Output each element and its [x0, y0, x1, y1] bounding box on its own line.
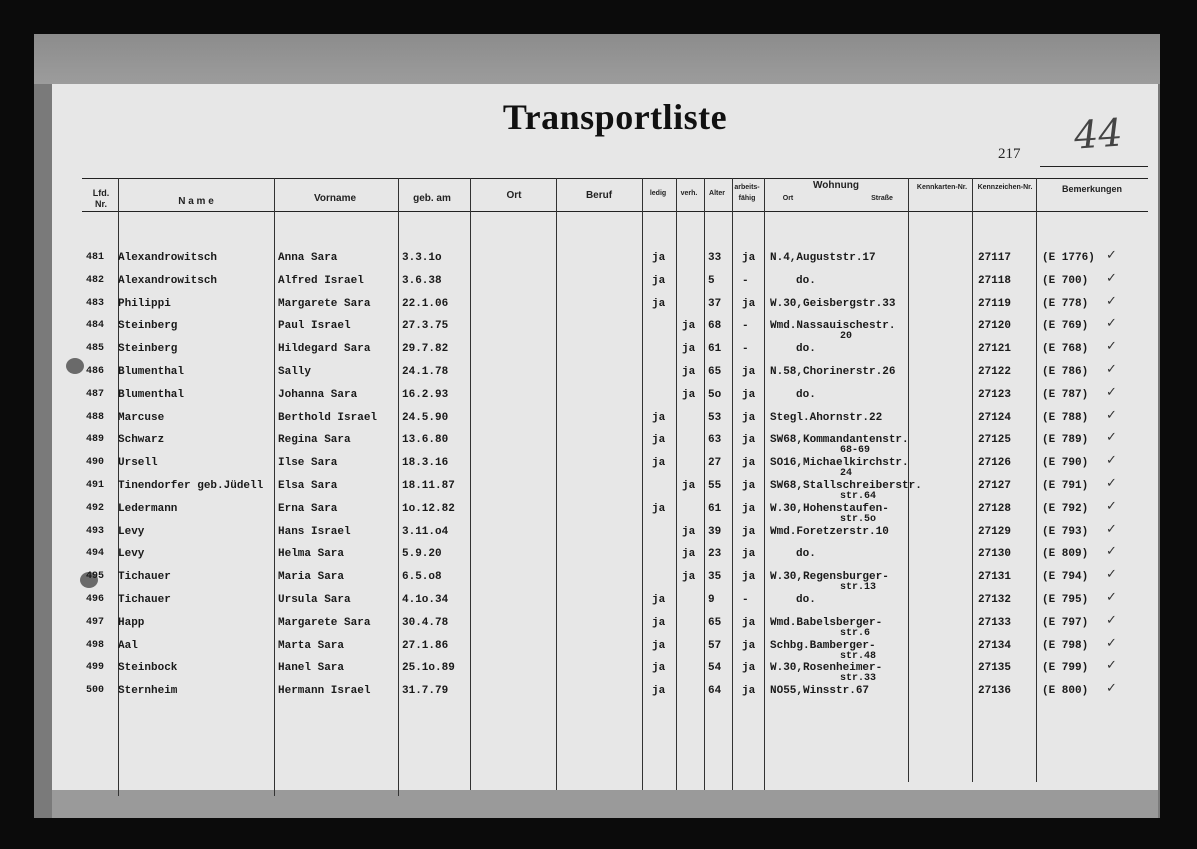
row-lfd-nr: 483 [86, 297, 105, 309]
row-alter: 54 [708, 662, 722, 675]
row-ledig: ja [652, 274, 666, 287]
row-kennzeichen: 27132 [978, 594, 1012, 606]
checkmark-icon: ✓ [1106, 612, 1117, 628]
table-top-rule [82, 178, 1148, 179]
row-wohnung-line2: str.48 [840, 650, 877, 662]
column-rule [274, 178, 275, 796]
row-wohnung: NO55,Winsstr.67 [770, 685, 870, 698]
row-wohnung: do. [796, 274, 816, 287]
row-alter: 64 [708, 685, 722, 698]
row-arbeitsfaehig: ja [742, 297, 756, 310]
row-ledig: ja [652, 616, 666, 629]
row-bemerkungen: (E 790) [1042, 457, 1089, 470]
row-arbeitsfaehig: - [742, 343, 749, 356]
row-kennzeichen: 27125 [978, 434, 1012, 447]
row-alter: 9 [708, 594, 715, 606]
row-geb-am: 24.1.78 [402, 366, 449, 378]
row-lfd-nr: 489 [86, 434, 105, 446]
row-name: Steinberg [118, 320, 178, 333]
checkmark-icon: ✓ [1106, 658, 1117, 674]
header-wohnung-strasse: Straße [871, 195, 893, 202]
row-lfd-nr: 481 [86, 252, 105, 263]
row-wohnung: W.30,Regensburger- [770, 571, 889, 584]
row-ledig: ja [652, 297, 666, 310]
row-bemerkungen: (E 809) [1042, 548, 1089, 561]
row-name: Tichauer [118, 594, 171, 606]
checkmark-icon: ✓ [1106, 544, 1117, 560]
checkmark-icon: ✓ [1106, 521, 1117, 537]
row-alter: 65 [708, 616, 722, 629]
row-wohnung-line2: str.13 [840, 582, 877, 594]
row-alter: 23 [708, 548, 722, 561]
row-bemerkungen: (E 795) [1042, 594, 1089, 606]
row-name: Marcuse [118, 411, 165, 424]
page-number-rule [1040, 166, 1148, 167]
row-ledig: ja [652, 411, 666, 424]
row-geb-am: 3.3.1o [402, 252, 442, 264]
row-vorname: Anna Sara [278, 252, 338, 264]
row-arbeitsfaehig: ja [742, 411, 756, 424]
row-ledig: ja [652, 457, 666, 470]
row-vorname: Hermann Israel [278, 685, 371, 698]
row-kennzeichen: 27127 [978, 480, 1012, 492]
column-rule [1036, 178, 1037, 782]
row-geb-am: 27.1.86 [402, 639, 449, 652]
row-alter: 53 [708, 411, 722, 424]
row-wohnung: do. [796, 594, 816, 606]
row-arbeitsfaehig: ja [742, 366, 756, 378]
row-vorname: Helma Sara [278, 548, 345, 561]
row-bemerkungen: (E 791) [1042, 480, 1089, 492]
checkmark-icon: ✓ [1106, 339, 1117, 355]
row-alter: 55 [708, 480, 722, 492]
row-vorname: Paul Israel [278, 320, 351, 333]
row-alter: 68 [708, 320, 722, 333]
row-name: Levy [118, 525, 145, 538]
header-kennkarten: Kennkarten-Nr. [916, 184, 968, 191]
row-bemerkungen: (E 787) [1042, 388, 1089, 401]
row-arbeitsfaehig: ja [742, 662, 756, 675]
row-verh: ja [682, 388, 696, 401]
checkmark-icon: ✓ [1106, 248, 1117, 263]
row-name: Tichauer [118, 571, 171, 584]
row-kennzeichen: 27130 [978, 548, 1012, 561]
row-vorname: Margarete Sara [278, 616, 371, 629]
row-bemerkungen: (E 769) [1042, 320, 1089, 333]
row-name: Ledermann [118, 502, 178, 515]
header-verh: verh. [680, 190, 698, 197]
row-alter: 33 [708, 252, 722, 264]
row-name: Alexandrowitsch [118, 252, 218, 264]
document-title: Transportliste [502, 97, 728, 137]
row-kennzeichen: 27121 [978, 343, 1012, 356]
row-verh: ja [682, 366, 696, 378]
checkmark-icon: ✓ [1106, 384, 1117, 400]
row-kennzeichen: 27136 [978, 685, 1012, 698]
checkmark-icon: ✓ [1106, 453, 1117, 469]
row-alter: 61 [708, 502, 722, 515]
row-geb-am: 24.5.90 [402, 411, 449, 424]
row-geb-am: 3.6.38 [402, 274, 442, 287]
row-geb-am: 18.11.87 [402, 480, 455, 492]
row-vorname: Margarete Sara [278, 297, 371, 310]
row-lfd-nr: 499 [86, 662, 105, 674]
row-lfd-nr: 500 [86, 685, 105, 697]
row-name: Sternheim [118, 685, 178, 698]
header-ort: Ort [506, 190, 522, 201]
row-arbeitsfaehig: - [742, 274, 749, 287]
header-geb-am: geb. am [413, 193, 451, 204]
row-vorname: Berthold Israel [278, 411, 378, 424]
punch-hole [66, 358, 84, 374]
column-rule [556, 178, 557, 790]
row-bemerkungen: (E 798) [1042, 639, 1089, 652]
row-wohnung-line2: 24 [840, 468, 853, 480]
row-wohnung: SW68,Kommandantenstr. [770, 434, 909, 447]
row-name: Aal [118, 639, 138, 652]
row-arbeitsfaehig: - [742, 320, 749, 333]
row-wohnung-line2: str.6 [840, 627, 871, 639]
row-arbeitsfaehig: - [742, 594, 749, 606]
page-number: 217 [998, 146, 1021, 162]
row-arbeitsfaehig: ja [742, 548, 756, 561]
row-name: Steinbock [118, 662, 178, 675]
row-verh: ja [682, 320, 696, 333]
row-verh: ja [682, 343, 696, 356]
row-verh: ja [682, 548, 696, 561]
row-vorname: Alfred Israel [278, 274, 364, 287]
row-vorname: Regina Sara [278, 434, 351, 447]
row-bemerkungen: (E 1776) [1042, 252, 1095, 264]
row-geb-am: 27.3.75 [402, 320, 449, 333]
row-bemerkungen: (E 778) [1042, 297, 1089, 310]
row-ledig: ja [652, 502, 666, 515]
row-alter: 5 [708, 274, 715, 287]
row-kennzeichen: 27129 [978, 525, 1012, 538]
row-name: Ursell [118, 457, 158, 470]
row-kennzeichen: 27122 [978, 366, 1012, 378]
row-arbeitsfaehig: ja [742, 502, 756, 515]
row-arbeitsfaehig: ja [742, 388, 756, 401]
row-lfd-nr: 486 [86, 366, 105, 377]
row-lfd-nr: 496 [86, 594, 105, 605]
row-lfd-nr: 490 [86, 457, 105, 469]
row-wohnung: N.58,Chorinerstr.26 [770, 366, 896, 378]
column-rule [704, 178, 705, 790]
row-verh: ja [682, 571, 696, 584]
column-rule [676, 178, 677, 790]
row-name: Schwarz [118, 434, 165, 447]
row-geb-am: 3.11.o4 [402, 525, 449, 538]
plate-top-strip [34, 34, 1160, 84]
header-lfd-nr: Lfd. Nr. [92, 188, 110, 209]
row-name: Steinberg [118, 343, 178, 356]
row-wohnung-line2: str.5o [840, 513, 877, 525]
row-bemerkungen: (E 768) [1042, 343, 1089, 356]
header-beruf: Beruf [585, 190, 613, 201]
row-kennzeichen: 27135 [978, 662, 1012, 675]
row-lfd-nr: 494 [86, 548, 105, 560]
column-rule [764, 178, 765, 790]
row-name: Philippi [118, 297, 171, 310]
row-wohnung: Wmd.Babelsberger- [770, 616, 883, 629]
row-vorname: Sally [278, 366, 312, 378]
header-wohnung: Wohnung [813, 180, 859, 191]
row-lfd-nr: 498 [86, 639, 105, 651]
row-vorname: Marta Sara [278, 639, 345, 652]
row-geb-am: 13.6.80 [402, 434, 449, 447]
row-vorname: Hildegard Sara [278, 343, 371, 356]
row-wohnung: W.30,Geisbergstr.33 [770, 297, 896, 310]
row-ledig: ja [652, 685, 666, 698]
row-wohnung: N.4,Auguststr.17 [770, 252, 876, 264]
checkmark-icon: ✓ [1106, 362, 1117, 377]
header-name: N a m e [178, 196, 214, 207]
row-kennzeichen: 27131 [978, 571, 1012, 584]
row-geb-am: 30.4.78 [402, 616, 449, 629]
row-bemerkungen: (E 789) [1042, 434, 1089, 447]
row-wohnung: W.30,Rosenheimer- [770, 662, 883, 675]
row-wohnung-line2: str.64 [840, 491, 877, 502]
row-alter: 61 [708, 343, 722, 356]
row-wohnung: W.30,Hohenstaufen- [770, 502, 889, 515]
row-lfd-nr: 487 [86, 388, 105, 400]
column-rule [642, 178, 643, 790]
row-name: Happ [118, 616, 145, 629]
row-ledig: ja [652, 662, 666, 675]
row-bemerkungen: (E 786) [1042, 366, 1089, 378]
row-alter: 65 [708, 366, 722, 378]
row-verh: ja [682, 525, 696, 538]
header-ledig: ledig [649, 190, 667, 197]
row-geb-am: 6.5.o8 [402, 571, 442, 584]
row-kennzeichen: 27124 [978, 411, 1012, 424]
row-arbeitsfaehig: ja [742, 252, 756, 264]
row-ledig: ja [652, 639, 666, 652]
column-rule [732, 178, 733, 790]
header-alter: Alter [709, 190, 725, 197]
row-arbeitsfaehig: ja [742, 639, 756, 652]
row-name: Tinendorfer geb.Jüdell [118, 480, 264, 492]
row-vorname: Johanna Sara [278, 388, 358, 401]
header-arbeitsfaehig: arbeits-fähig [734, 184, 760, 202]
row-wohnung-line2: 68-69 [840, 445, 871, 457]
row-vorname: Ursula Sara [278, 594, 351, 606]
column-rule [972, 178, 973, 782]
row-vorname: Maria Sara [278, 571, 345, 584]
sheet-bottom-shade [52, 790, 1158, 818]
checkmark-icon: ✓ [1106, 498, 1117, 514]
checkmark-icon: ✓ [1106, 316, 1117, 332]
row-lfd-nr: 497 [86, 616, 105, 628]
row-wohnung: do. [796, 548, 816, 561]
row-wohnung: Wmd.Foretzerstr.10 [770, 525, 889, 538]
row-alter: 63 [708, 434, 722, 447]
row-lfd-nr: 485 [86, 343, 105, 355]
row-geb-am: 4.1o.34 [402, 594, 449, 606]
row-kennzeichen: 27119 [978, 297, 1012, 310]
row-lfd-nr: 492 [86, 502, 105, 514]
row-alter: 27 [708, 457, 722, 470]
row-wohnung: do. [796, 343, 816, 356]
checkmark-icon: ✓ [1106, 567, 1117, 583]
row-kennzeichen: 27134 [978, 639, 1012, 652]
row-wohnung: Stegl.Ahornstr.22 [770, 411, 883, 424]
row-arbeitsfaehig: ja [742, 457, 756, 470]
checkmark-icon: ✓ [1106, 430, 1117, 446]
row-bemerkungen: (E 797) [1042, 616, 1089, 629]
row-geb-am: 1o.12.82 [402, 502, 455, 515]
column-rule [470, 178, 471, 790]
header-vorname: Vorname [313, 193, 357, 204]
row-vorname: Hanel Sara [278, 662, 345, 675]
checkmark-icon: ✓ [1106, 270, 1117, 286]
row-geb-am: 16.2.93 [402, 388, 449, 401]
row-bemerkungen: (E 794) [1042, 571, 1089, 584]
row-kennzeichen: 27126 [978, 457, 1012, 470]
header-bemerkungen: Bemerkungen [1061, 184, 1123, 194]
row-bemerkungen: (E 793) [1042, 525, 1089, 538]
checkmark-icon: ✓ [1106, 681, 1117, 697]
row-arbeitsfaehig: ja [742, 525, 756, 538]
row-name: Levy [118, 548, 145, 561]
header-bottom-rule [82, 211, 1148, 212]
row-wohnung: Schbg.Bamberger- [770, 639, 876, 652]
row-bemerkungen: (E 792) [1042, 502, 1089, 515]
row-kennzeichen: 27117 [978, 252, 1012, 264]
row-vorname: Hans Israel [278, 525, 351, 538]
checkmark-icon: ✓ [1106, 635, 1117, 651]
row-alter: 35 [708, 571, 722, 584]
column-rule [398, 178, 399, 796]
row-vorname: Elsa Sara [278, 480, 338, 492]
row-geb-am: 31.7.79 [402, 685, 449, 698]
checkmark-icon: ✓ [1106, 293, 1117, 309]
row-name: Alexandrowitsch [118, 274, 218, 287]
row-wohnung-line2: str.33 [840, 673, 877, 685]
row-kennzeichen: 27128 [978, 502, 1012, 515]
row-arbeitsfaehig: ja [742, 434, 756, 447]
row-geb-am: 22.1.06 [402, 297, 449, 310]
row-bemerkungen: (E 788) [1042, 411, 1089, 424]
header-wohnung-ort: Ort [782, 195, 794, 202]
row-wohnung: do. [796, 388, 816, 401]
checkmark-icon: ✓ [1106, 476, 1117, 491]
row-lfd-nr: 482 [86, 274, 105, 286]
row-lfd-nr: 493 [86, 525, 105, 537]
row-lfd-nr: 495 [86, 571, 105, 583]
row-name: Blumenthal [118, 366, 185, 378]
row-arbeitsfaehig: ja [742, 685, 756, 698]
row-arbeitsfaehig: ja [742, 480, 756, 492]
row-wohnung: SO16,Michaelkirchstr. [770, 457, 909, 470]
row-lfd-nr: 491 [86, 480, 105, 491]
checkmark-icon: ✓ [1106, 590, 1117, 605]
header-kennzeichen: Kennzeichen-Nr. [977, 184, 1033, 191]
row-bemerkungen: (E 799) [1042, 662, 1089, 675]
row-alter: 5o [708, 388, 722, 401]
row-arbeitsfaehig: ja [742, 571, 756, 584]
row-alter: 39 [708, 525, 722, 538]
row-kennzeichen: 27120 [978, 320, 1012, 333]
row-alter: 57 [708, 639, 722, 652]
row-geb-am: 29.7.82 [402, 343, 449, 356]
row-geb-am: 25.1o.89 [402, 662, 455, 675]
row-vorname: Ilse Sara [278, 457, 338, 470]
row-kennzeichen: 27133 [978, 616, 1012, 629]
row-kennzeichen: 27123 [978, 388, 1012, 401]
row-wohnung: SW68,Stallschreiberstr. [770, 480, 922, 492]
row-geb-am: 18.3.16 [402, 457, 449, 470]
row-wohnung-line2: 20 [840, 331, 853, 343]
row-wohnung: Wmd.Nassauischestr. [770, 320, 896, 333]
row-ledig: ja [652, 434, 666, 447]
row-verh: ja [682, 480, 696, 492]
row-geb-am: 5.9.20 [402, 548, 442, 561]
checkmark-icon: ✓ [1106, 407, 1117, 423]
handwritten-number: 44 [1072, 110, 1124, 158]
row-lfd-nr: 484 [86, 320, 105, 332]
row-bemerkungen: (E 700) [1042, 274, 1089, 287]
row-bemerkungen: (E 800) [1042, 685, 1089, 698]
row-ledig: ja [652, 594, 666, 606]
row-vorname: Erna Sara [278, 502, 338, 515]
row-ledig: ja [652, 252, 666, 264]
row-kennzeichen: 27118 [978, 274, 1012, 287]
row-name: Blumenthal [118, 388, 185, 401]
row-arbeitsfaehig: ja [742, 616, 756, 629]
row-lfd-nr: 488 [86, 411, 105, 423]
row-alter: 37 [708, 297, 722, 310]
